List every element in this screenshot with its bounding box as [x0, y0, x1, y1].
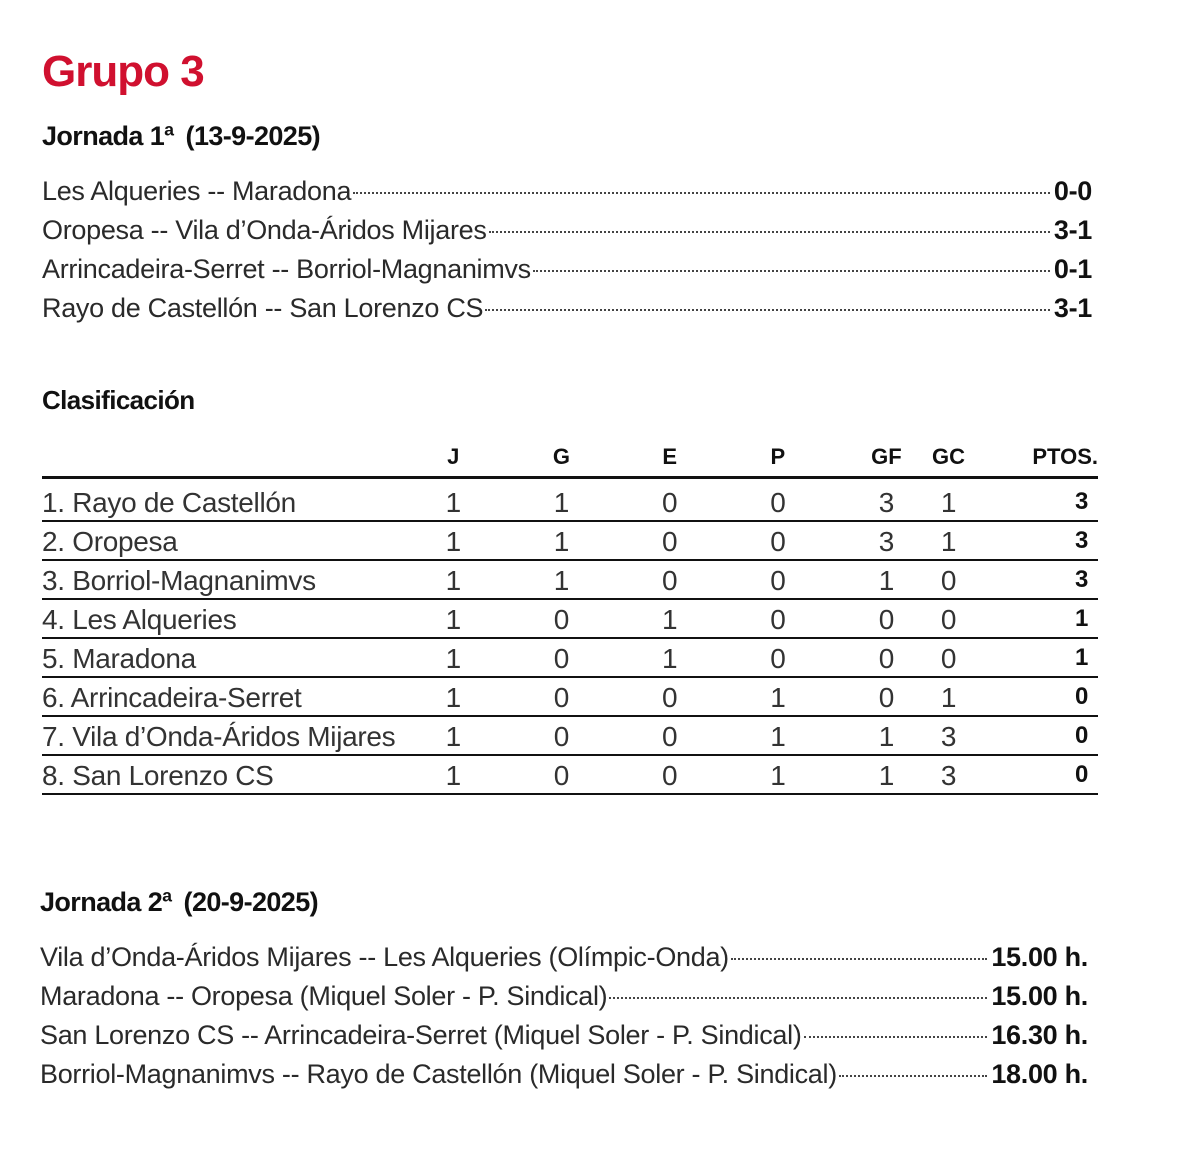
cell-gf: 3 [871, 483, 903, 521]
team-name: 6. Arrincadeira-Serret [42, 677, 438, 716]
table-row [42, 560, 1098, 599]
cell-gf: 0 [871, 677, 903, 716]
result-score: 3-1 [1053, 293, 1092, 323]
cell-gc: 0 [902, 599, 995, 638]
cell-gf: 3 [871, 521, 903, 560]
cell-g: 0 [469, 638, 655, 677]
cell-j: 1 [438, 599, 469, 638]
table-row [42, 755, 1098, 794]
cell-gf: 1 [871, 716, 903, 755]
cell-e: 1 [654, 638, 685, 677]
group-title: Grupo 3 [42, 47, 204, 96]
result-row [42, 250, 1092, 289]
cell-pts: 0 [995, 677, 1098, 716]
cell-e: 0 [654, 483, 685, 521]
dot-leader [839, 1075, 987, 1077]
team-name: 3. Borriol-Magnanimvs [42, 560, 438, 599]
result-match: Arrincadeira-Serret -- Borriol-Magnanimvs [42, 254, 531, 284]
cell-j: 1 [438, 483, 469, 521]
header-gf: GF [871, 432, 903, 478]
result-score: 3-1 [1053, 215, 1092, 245]
header-pts: PTOS. [995, 432, 1098, 478]
cell-pts: 1 [995, 599, 1098, 638]
cell-gc: 1 [902, 483, 995, 521]
standings-title: Clasificación [42, 385, 195, 415]
fixture-time: 15.00 h. [991, 942, 1088, 972]
cell-gf: 0 [871, 638, 903, 677]
result-match: Oropesa -- Vila d’Onda-Áridos Mijares [42, 215, 487, 245]
team-name: 2. Oropesa [42, 521, 438, 560]
matchday2-label: Jornada 2ª [40, 887, 172, 917]
header-p: P [685, 432, 871, 478]
cell-e: 0 [654, 677, 685, 716]
dot-leader [485, 309, 1050, 311]
cell-g: 1 [469, 521, 655, 560]
cell-pts: 0 [995, 716, 1098, 755]
result-match: Rayo de Castellón -- San Lorenzo CS [42, 293, 484, 323]
cell-gc: 1 [902, 677, 995, 716]
cell-pts: 3 [995, 483, 1098, 521]
cell-p: 0 [685, 521, 871, 560]
matchday2-fixtures [40, 938, 1088, 1094]
cell-gf: 1 [871, 560, 903, 599]
table-row [42, 599, 1098, 638]
team-name: 1. Rayo de Castellón [42, 483, 438, 521]
team-name: 7. Vila d’Onda-Áridos Mijares [42, 716, 438, 755]
cell-e: 0 [654, 716, 685, 755]
cell-e: 0 [654, 560, 685, 599]
fixture-row [40, 1055, 1088, 1094]
standings-table [42, 432, 1098, 795]
matchday1-results [42, 172, 1092, 328]
dot-leader [489, 231, 1050, 233]
header-g: G [469, 432, 655, 478]
dot-leader [533, 270, 1050, 272]
header-e: E [654, 432, 685, 478]
table-row [42, 521, 1098, 560]
cell-j: 1 [438, 560, 469, 599]
cell-gc: 1 [902, 521, 995, 560]
matchday2-heading [40, 886, 318, 918]
cell-p: 0 [685, 560, 871, 599]
cell-p: 0 [685, 599, 871, 638]
cell-p: 0 [685, 483, 871, 521]
cell-g: 1 [469, 560, 655, 599]
fixture-match: San Lorenzo CS -- Arrincadeira-Serret (Miquel Soler - P. Sindical) [40, 1020, 802, 1050]
result-row [42, 211, 1092, 250]
cell-p: 1 [685, 677, 871, 716]
matchday1-heading [42, 120, 320, 152]
cell-e: 0 [654, 755, 685, 794]
header-j: J [438, 432, 469, 478]
cell-gc: 0 [902, 560, 995, 599]
matchday1-date: (13-9-2025) [185, 121, 321, 151]
cell-p: 1 [685, 755, 871, 794]
fixture-row [40, 938, 1088, 977]
result-score: 0-0 [1053, 176, 1092, 206]
fixture-row [40, 977, 1088, 1016]
result-row [42, 172, 1092, 211]
fixture-row [40, 1016, 1088, 1055]
cell-g: 0 [469, 677, 655, 716]
standings-header-row [42, 432, 1098, 478]
cell-gc: 3 [902, 755, 995, 794]
result-score: 0-1 [1053, 254, 1092, 284]
cell-pts: 3 [995, 521, 1098, 560]
fixture-match: Maradona -- Oropesa (Miquel Soler - P. Sindical) [40, 981, 608, 1011]
fixture-time: 18.00 h. [991, 1059, 1088, 1089]
fixture-match: Vila d’Onda-Áridos Mijares -- Les Alqueries (Olímpic-Onda) [40, 942, 729, 972]
cell-e: 1 [654, 599, 685, 638]
cell-p: 0 [685, 638, 871, 677]
cell-g: 0 [469, 755, 655, 794]
team-name: 8. San Lorenzo CS [42, 755, 438, 794]
table-row [42, 638, 1098, 677]
result-row [42, 289, 1092, 328]
cell-gc: 0 [902, 638, 995, 677]
cell-gf: 1 [871, 755, 903, 794]
matchday1-label: Jornada 1ª [42, 121, 174, 151]
cell-gc: 3 [902, 716, 995, 755]
cell-pts: 1 [995, 638, 1098, 677]
dot-leader [804, 1036, 988, 1038]
dot-leader [731, 958, 987, 960]
cell-j: 1 [438, 521, 469, 560]
cell-p: 1 [685, 716, 871, 755]
header-team [42, 432, 438, 478]
cell-g: 0 [469, 716, 655, 755]
cell-j: 1 [438, 755, 469, 794]
table-row [42, 716, 1098, 755]
cell-g: 0 [469, 599, 655, 638]
dot-leader [353, 192, 1050, 194]
cell-pts: 3 [995, 560, 1098, 599]
cell-pts: 0 [995, 755, 1098, 794]
cell-j: 1 [438, 638, 469, 677]
result-match: Les Alqueries -- Maradona [42, 176, 352, 206]
team-name: 4. Les Alqueries [42, 599, 438, 638]
cell-e: 0 [654, 521, 685, 560]
cell-g: 1 [469, 483, 655, 521]
dot-leader [609, 997, 987, 999]
fixture-time: 16.30 h. [991, 1020, 1088, 1050]
team-name: 5. Maradona [42, 638, 438, 677]
header-gc: GC [902, 432, 995, 478]
fixture-time: 15.00 h. [991, 981, 1088, 1011]
table-row [42, 483, 1098, 521]
matchday2-date: (20-9-2025) [183, 887, 319, 917]
table-row [42, 677, 1098, 716]
fixture-match: Borriol-Magnanimvs -- Rayo de Castellón (Miquel Soler - P. Sindical) [40, 1059, 837, 1089]
cell-j: 1 [438, 716, 469, 755]
cell-gf: 0 [871, 599, 903, 638]
cell-j: 1 [438, 677, 469, 716]
